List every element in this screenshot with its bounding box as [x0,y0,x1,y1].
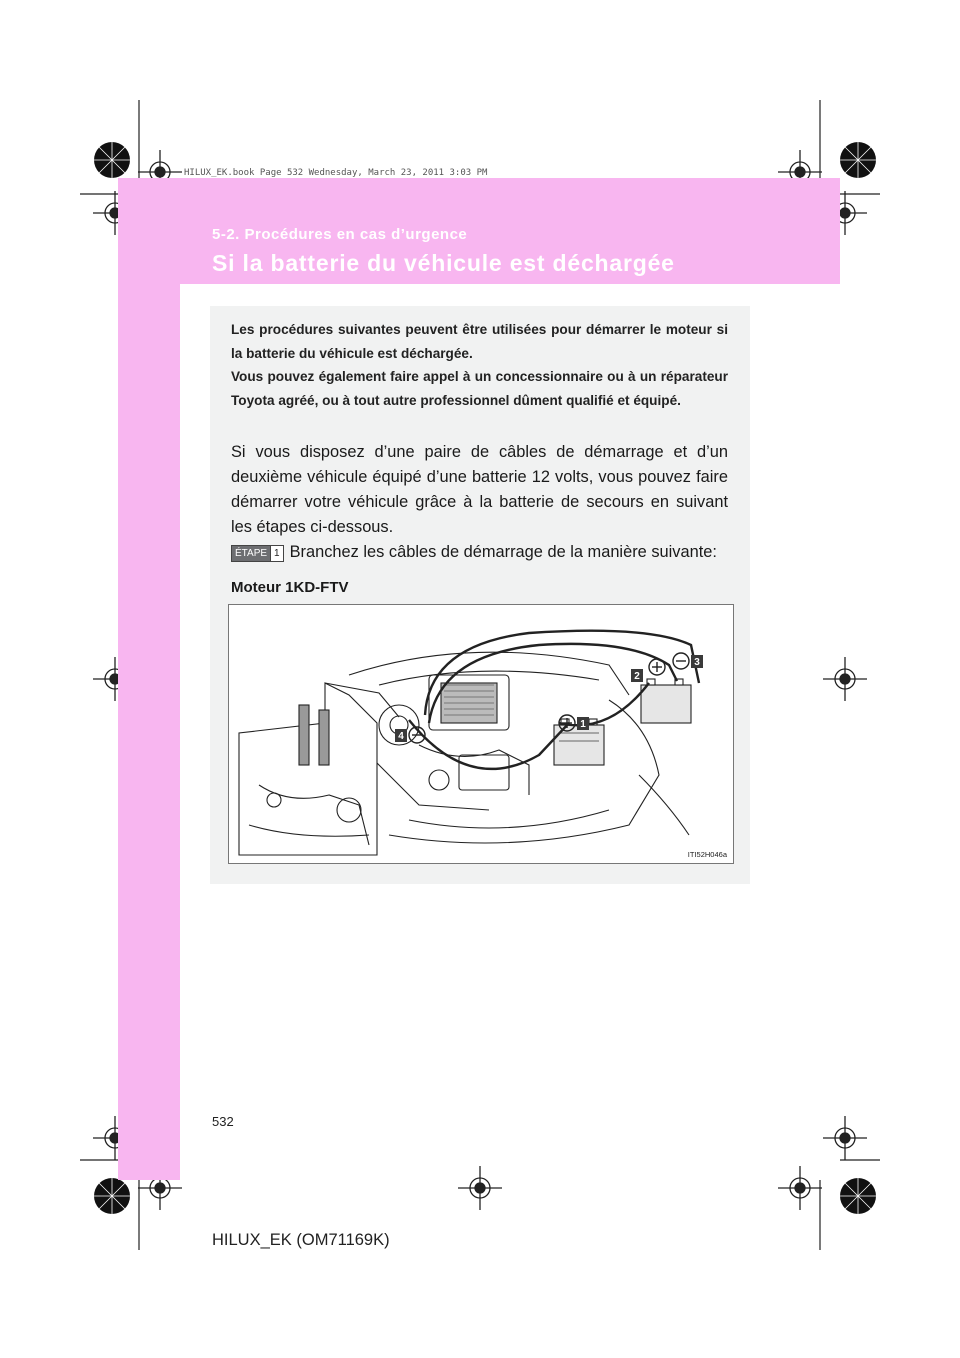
intro-text [231,318,728,412]
figure-code: ITI52H046a [687,850,727,859]
page-title: Si la batterie du véhicule est déchargée [212,250,675,276]
page-number: 532 [212,1114,234,1129]
engine-subheading: Moteur 1KD-FTV [231,579,349,596]
page-sidebar [118,178,180,1180]
callout-3-label: 3 [694,657,700,668]
callout-1-label: 1 [580,719,586,730]
step-1 [231,541,751,563]
intro-paragraph-1: Les procédures suivantes peuvent être utilisées pour démarrer le moteur si la batterie du véhicule est déchargée. [231,322,728,361]
intro-paragraph-2: Vous pouvez également faire appel à un concessionnaire ou à un réparateur Toyota agréé, ou à tout autre professionnel dûment qualifié et équipé. [231,369,728,408]
section-heading: 5-2. Procédures en cas d’urgence [212,226,468,243]
book-stamp: HILUX_EK.book Page 532 Wednesday, March 23, 2011 3:03 PM [184,168,488,178]
step-badge-label: ÉTAPE [232,546,270,561]
jump-start-illustration [228,604,734,864]
step-text: Branchez les câbles de démarrage de la manière suivante: [289,543,717,561]
step-badge-number: 1 [270,546,283,561]
engine-bay-drawing [229,605,733,863]
footer-model-code: HILUX_EK (OM71169K) [212,1231,390,1249]
callout-2-label: 2 [634,671,640,682]
step-badge [231,545,284,562]
body-paragraph: Si vous disposez d’une paire de câbles de démarrage et d’un deuxième véhicule équipé d’une batterie 12 volts, vous pouvez faire démarrer votre véhicule grâce à la batterie de secours en suivant les étapes ci-dessous. [231,443,728,536]
callout-4-label: 4 [398,731,404,742]
